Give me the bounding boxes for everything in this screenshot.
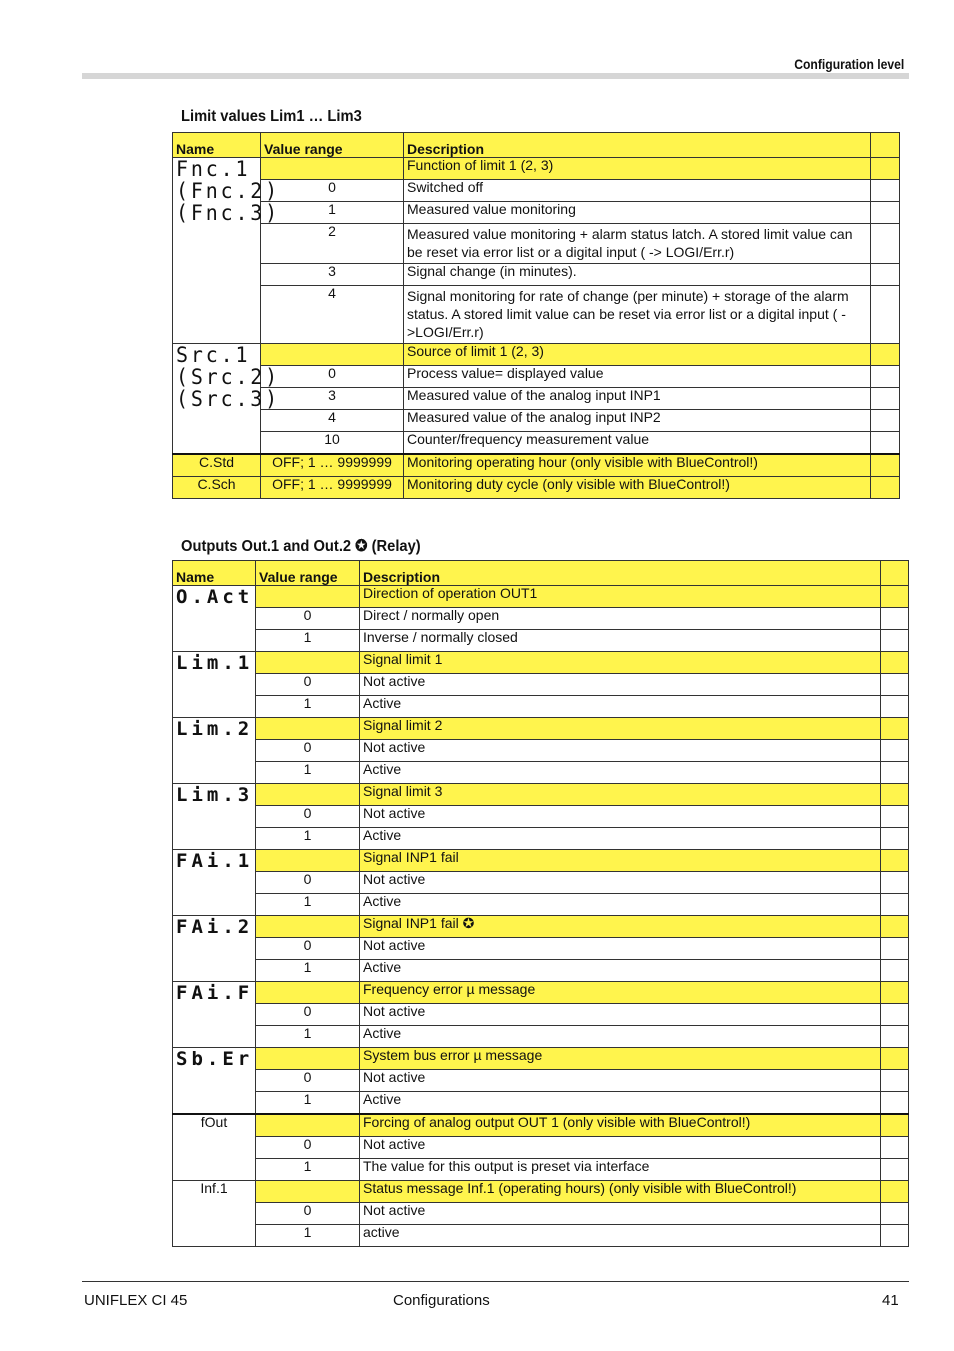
table-row: 1 Active — [173, 960, 909, 982]
group-heading: Direction of operation OUT1 — [360, 586, 881, 608]
table-row: 1 Inverse / normally closed — [173, 630, 909, 652]
param-name-fnc: Fnc.1 (Fnc.2) (Fnc.3) — [173, 158, 261, 344]
table-row: 0 Not active — [173, 1004, 909, 1026]
group-heading: Frequency error µ message — [360, 982, 881, 1004]
header-bar — [82, 73, 909, 79]
table-row: C.Sch OFF; 1 … 9999999 Monitoring duty cycle (only visible with BlueControl!) — [173, 477, 900, 499]
table-row: 1 Measured value monitoring — [173, 202, 900, 224]
table-row — [173, 850, 909, 872]
group-heading: System bus error µ message — [360, 1048, 881, 1070]
param-name: Inf.1 — [173, 1181, 256, 1247]
table-row: 0 Not active — [173, 806, 909, 828]
param-name: Lim.3 — [173, 784, 256, 850]
footer-divider — [82, 1281, 909, 1282]
table-row: 4 Measured value of the analog input INP2 — [173, 410, 900, 432]
param-name: O.Act — [173, 586, 256, 652]
param-name: FAi.F — [173, 982, 256, 1048]
table-row — [173, 1048, 909, 1070]
col-description: Description — [360, 561, 881, 586]
table-row: 1 Active — [173, 828, 909, 850]
table-row: 1 The value for this output is preset via interface — [173, 1159, 909, 1181]
footer-product: UNIFLEX CI 45 — [84, 1292, 188, 1309]
group-heading: Signal limit 1 — [360, 652, 881, 674]
table-row: C.Std OFF; 1 … 9999999 Monitoring operating hour (only visible with BlueControl!) — [173, 454, 900, 477]
table-header-row — [173, 133, 900, 158]
param-name: FAi.1 — [173, 850, 256, 916]
table-row: 1 Active — [173, 894, 909, 916]
table-row: 3 Signal change (in minutes). — [173, 264, 900, 286]
table-row: Src.1 (Src.2) (Src.3) Source of limit 1 (2, 3) — [173, 344, 900, 366]
table-row: 1 active — [173, 1225, 909, 1247]
section1-title: Limit values Lim1 … Lim3 — [181, 108, 362, 125]
param-name-src: Src.1 (Src.2) (Src.3) — [173, 344, 261, 455]
col-extra — [871, 133, 900, 158]
table-row: 0 Process value= displayed value — [173, 366, 900, 388]
table-header-row — [173, 561, 909, 586]
group-heading: Signal INP1 fail ✪ — [360, 916, 881, 938]
param-name: FAi.2 — [173, 916, 256, 982]
group-heading: Signal limit 3 — [360, 784, 881, 806]
table-row — [173, 784, 909, 806]
table-row: 0 Not active — [173, 740, 909, 762]
footer-page-number: 41 — [882, 1292, 899, 1309]
param-name: Lim.1 — [173, 652, 256, 718]
table-row: 0 Direct / normally open — [173, 608, 909, 630]
col-value-range: Value range — [256, 561, 360, 586]
table-row — [173, 982, 909, 1004]
table-row — [173, 1114, 909, 1137]
table-row — [173, 916, 909, 938]
table-row: 2 Measured value monitoring + alarm status latch. A stored limit value can be reset via error list or a digital input ( -> LOGI/Err.r) — [173, 224, 900, 264]
table-row: 0 Switched off — [173, 180, 900, 202]
table-row: 1 Active — [173, 1092, 909, 1115]
param-name: Lim.2 — [173, 718, 256, 784]
table-row — [173, 718, 909, 740]
table-row: 10 Counter/frequency measurement value — [173, 432, 900, 455]
group-heading: Status message Inf.1 (operating hours) (only visible with BlueControl!) — [360, 1181, 881, 1203]
table-row: 0 Not active — [173, 1137, 909, 1159]
group-heading: Signal limit 2 — [360, 718, 881, 740]
header-title: Configuration level — [793, 57, 904, 72]
section2-title: Outputs Out.1 and Out.2 ✪ (Relay) — [181, 538, 421, 555]
param-name: Sb.Er — [173, 1048, 256, 1115]
table-row: 0 Not active — [173, 674, 909, 696]
table-row: 0 Not active — [173, 938, 909, 960]
col-description: Description — [404, 133, 871, 158]
table-row: 4 Signal monitoring for rate of change (per minute) + storage of the alarm status. A stored limit value can be reset via error list or a digital input ( ->LOGI/Err.r) — [173, 286, 900, 344]
param-name: fOut — [173, 1114, 256, 1181]
table-row — [173, 652, 909, 674]
table-row: 1 Active — [173, 762, 909, 784]
table-row — [173, 586, 909, 608]
table-row: 0 Not active — [173, 1203, 909, 1225]
col-name: Name — [173, 133, 261, 158]
table-row — [173, 1181, 909, 1203]
footer-chapter: Configurations — [393, 1292, 490, 1309]
limit-values-table — [172, 132, 900, 499]
table-row: Fnc.1 (Fnc.2) (Fnc.3) Function of limit 1 (2, 3) — [173, 158, 900, 180]
group-heading: Signal INP1 fail — [360, 850, 881, 872]
outputs-table — [172, 560, 909, 1247]
table-row: 3 Measured value of the analog input INP1 — [173, 388, 900, 410]
group-heading: Forcing of analog output OUT 1 (only visible with BlueControl!) — [360, 1114, 881, 1137]
col-value-range: Value range — [261, 133, 404, 158]
col-name: Name — [173, 561, 256, 586]
table-row: 0 Not active — [173, 1070, 909, 1092]
table-row: 1 Active — [173, 1026, 909, 1048]
table-row: 1 Active — [173, 696, 909, 718]
table-row: 0 Not active — [173, 872, 909, 894]
col-extra — [881, 561, 909, 586]
